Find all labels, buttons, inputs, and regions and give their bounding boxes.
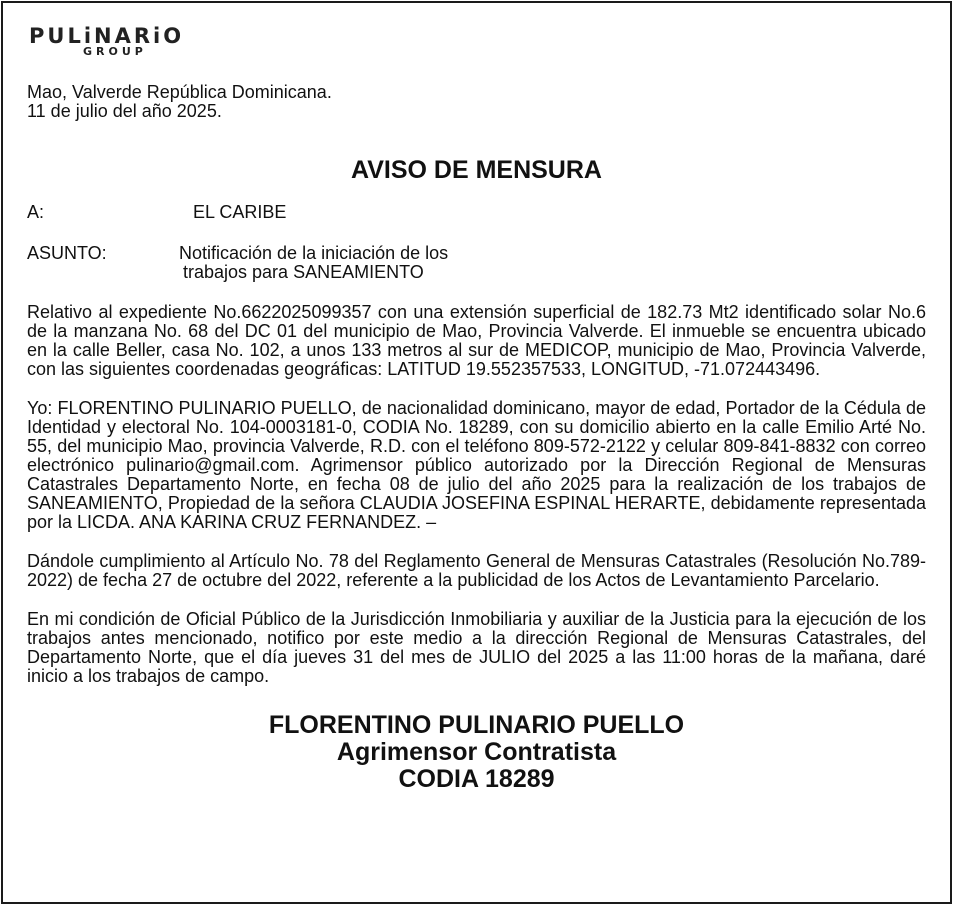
notice-page: [1, 1, 952, 904]
signature-block: [27, 712, 926, 793]
subject-line-2: trabajos para SANEAMIENTO: [183, 262, 424, 282]
header-place: Mao, Valverde República Dominicana.: [27, 82, 332, 102]
notice-title: AVISO DE MENSURA: [351, 156, 602, 184]
paragraph-article: Dándole cumplimiento al Artículo No. 78 del Reglamento General de Mensuras Catastrales (Resolución No.789-2022) de fecha 27 de octubre del 2022, referente a la publicidad de los Actos de Levantamiento Parcelario.: [27, 551, 926, 590]
subject-line-1: Notificación de la iniciación de los: [179, 243, 449, 263]
signature-role: Agrimensor Contratista: [336, 738, 617, 766]
paragraph-surveyor: Yo: FLORENTINO PULINARIO PUELLO, de nacionalidad dominicano, mayor de edad, Portador de la Cédula de Identidad y electoral No. 104-0003181-0, CODIA No. 18289, con su domicilio abierto en la calle Emilio Arté No. 55, del municipio Mao, provincia Valverde, R.D. con el teléfono 809-572-2122 y celular 809-841-8832 con correo electrónico pulinario@gmail.com. Agrimensor público autorizado por la Dirección Regional de Mensuras Catastrales Departamento Norte, en fecha 08 de julio del año 2025 para la realización de los trabajos de SANEAMIENTO, Propiedad de la señora CLAUDIA JOSEFINA ESPINAL HERARTE, debidamente representada por la LICDA. ANA KARINA CRUZ FERNANDEZ. –: [27, 398, 926, 532]
header-date: 11 de julio del año 2025.: [27, 101, 222, 121]
signature-name: FLORENTINO PULINARIO PUELLO: [268, 711, 685, 739]
pulinario-group-logo: [29, 25, 239, 61]
subject-row: [27, 244, 926, 282]
paragraph-notification: En mi condición de Oficial Público de la Jurisdicción Inmobiliaria y auxiliar de la Justicia para la ejecución de los trabajos antes mencionado, notifico por este medio a la dirección Regional de Mensuras Catastrales, del Departamento Norte, que el día jueves 31 del mes de JULIO del 2025 a las 11:00 horas de la mañana, daré inicio a los trabajos de campo.: [27, 609, 926, 686]
subject-label: ASUNTO:: [27, 243, 107, 263]
logo-wordmark: PULiNARiO: [29, 24, 185, 48]
recipient-label: A:: [27, 202, 45, 222]
paragraph-expediente: Relativo al expediente No.6622025099357 con una extensión superficial de 182.73 Mt2 identificado solar No.6 de la manzana No. 68 del DC 01 del municipio de Mao, Provincia Valverde. El inmueble se encuentra ubicado en la calle Beller, casa No. 102, a unos 133 metros al sur de MEDICOP, municipio de Mao, Provincia Valverde, con las siguientes coordenadas geográficas: LATITUD 19.552357533, LONGITUD, -71.072443496.: [27, 302, 926, 379]
signature-codia: CODIA 18289: [398, 765, 555, 793]
recipient-value: EL CARIBE: [193, 202, 287, 222]
logo-subtitle: GROUP: [83, 45, 147, 58]
notice-content: [27, 83, 926, 793]
recipient-row: [27, 203, 926, 222]
